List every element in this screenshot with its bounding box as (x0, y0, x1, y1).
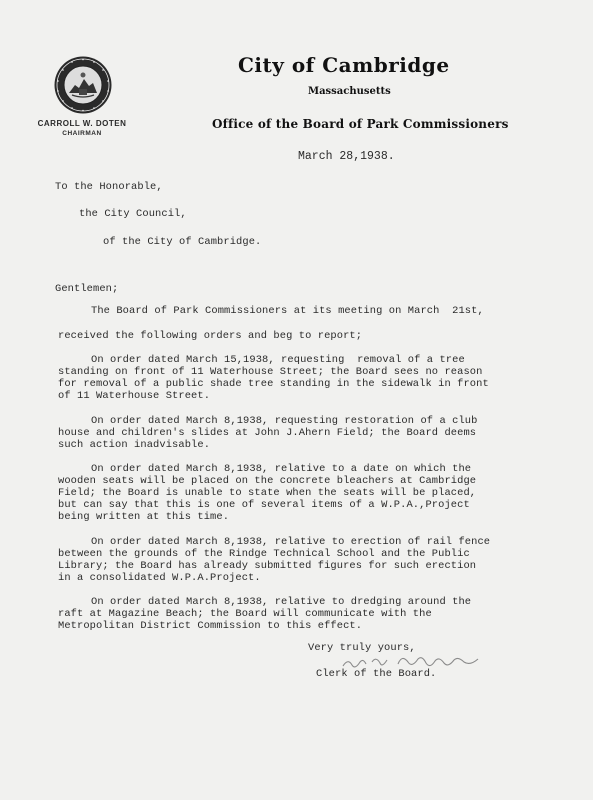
body-line: such action inadvisable. (58, 439, 211, 451)
city-seal-icon (53, 55, 113, 115)
chairman-name: CARROLL W. DOTEN (37, 119, 127, 128)
office-name: Office of the Board of Park Commissioners (212, 117, 509, 131)
body-line: but can say that this is one of several items of a W.P.A.,Project (58, 499, 470, 511)
state-name: Massachusetts (308, 86, 391, 97)
address-line: the City Council, (79, 208, 187, 220)
body-line: raft at Magazine Beach; the Board will communicate with the (58, 608, 432, 620)
body-line: of 11 Waterhouse Street. (58, 390, 211, 402)
body-line: On order dated March 8,1938, relative to dredging around the (91, 596, 472, 608)
address-line: of the City of Cambridge. (103, 236, 262, 248)
body-line: house and children's slides at John J.Ahern Field; the Board deems (58, 427, 477, 439)
body-line: On order dated March 15,1938, requesting removal of a tree (91, 354, 465, 366)
body-line: between the grounds of the Rindge Technical School and the Public (58, 548, 470, 560)
body-line: Metropolitan District Commission to this effect. (58, 620, 363, 632)
body-line: standing on front of 11 Waterhouse Street; the Board sees no reason (58, 366, 483, 378)
salutation: Gentlemen; (55, 283, 119, 295)
body-line: Library; the Board has already submitted figures for such erection (58, 560, 477, 572)
body-line: being written at this time. (58, 511, 230, 523)
body-line: Field; the Board is unable to state when the seats will be placed, (58, 487, 477, 499)
intro-line: received the following orders and beg to report; (58, 330, 363, 342)
body-line: On order dated March 8,1938, relative to a date on which the (91, 463, 472, 475)
valediction: Very truly yours, (308, 642, 416, 654)
body-line: wooden seats will be placed on the concrete bleachers at Cambridge (58, 475, 477, 487)
signer-title: Clerk of the Board. (316, 668, 437, 680)
chairman-title: CHAIRMAN (62, 130, 102, 137)
body-line: in a consolidated W.P.A.Project. (58, 572, 261, 584)
address-line: To the Honorable, (55, 181, 163, 193)
letter-date: March 28,1938. (298, 150, 395, 163)
city-title: City of Cambridge (238, 53, 450, 77)
body-line: On order dated March 8,1938, requesting restoration of a club (91, 415, 478, 427)
intro-line: The Board of Park Commissioners at its meeting on March 21st, (91, 305, 484, 317)
body-line: On order dated March 8,1938, relative to erection of rail fence (91, 536, 491, 548)
body-line: for removal of a public shade tree standing in the sidewalk in front (58, 378, 489, 390)
